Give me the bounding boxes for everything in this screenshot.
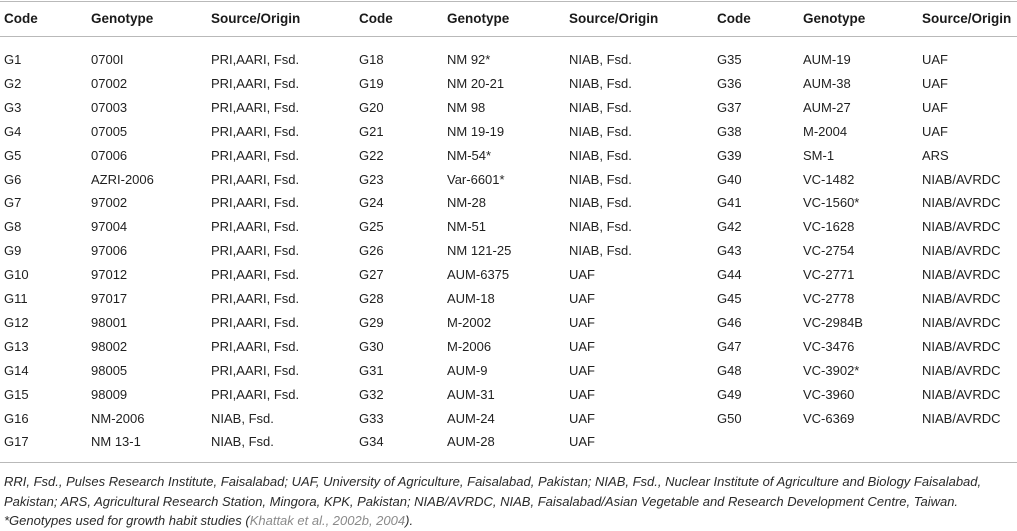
genotype-cell: 97002 [91,195,128,211]
code-cell: G24 [359,195,384,211]
genotype-cell: 98002 [91,338,128,354]
code-cell: G8 [4,219,22,235]
code-cell: G23 [359,171,384,187]
source-cell: PRI,AARI, Fsd. [211,386,300,402]
genotype-cell: VC-3476 [803,338,855,354]
genotype-cell: NM 92* [447,52,491,67]
code-cell: G49 [717,386,742,402]
source-cell: UAF [922,52,948,67]
source-cell: NIAB, Fsd. [569,75,632,91]
source-cell: UAF [922,99,948,115]
genotype-cell: NM 13-1 [91,434,141,450]
header-rule [0,36,1017,37]
source-cell: NIAB/AVRDC [922,386,1001,402]
code-cell: G14 [4,362,29,378]
source-cell: UAF [569,386,595,402]
genotype-cell: NM-2006 [91,410,145,426]
source-cell: UAF [569,410,595,426]
genotype-cell: 97004 [91,219,128,235]
genotype-cell: AUM-19 [803,52,851,67]
genotype-cell: VC-1560* [803,195,860,211]
source-cell: UAF [569,291,595,306]
source-cell: PRI,AARI, Fsd. [211,75,300,91]
header-code-3: Code [717,11,751,26]
genotype-cell: 97017 [91,291,128,306]
source-cell: UAF [569,267,595,283]
code-cell: G25 [359,219,384,235]
bottom-rule [0,462,1017,463]
source-cell: NIAB, Fsd. [569,123,632,139]
footnote-text: RRI, Fsd., Pulses Research Institute, Faisalabad; UAF, University of Agriculture, Faisalabad, Pakistan; NIAB, Fsd., Nuclear Institute of Agriculture and Biology Faisalabad, Pakistan; ARS, Agricultural Research Station, Mingora, KPK, Pakistan; NIAB/AVRDC, NIAB, Faisalabad/Asian Vegetable and Research Development Centre, Taiwan. *Genotypes used for growth habit studies ( [4,474,982,528]
genotype-cell: VC-2771 [803,267,855,283]
code-cell: G6 [4,171,22,187]
code-cell: G42 [717,219,742,235]
source-cell: PRI,AARI, Fsd. [211,99,300,115]
code-cell: G22 [359,147,384,163]
header-genotype-3: Genotype [803,11,866,26]
code-cell: G50 [717,410,742,426]
genotype-cell: AUM-9 [447,362,488,378]
code-cell: G46 [717,314,742,330]
source-cell: NIAB, Fsd. [569,99,632,115]
source-cell: PRI,AARI, Fsd. [211,267,300,283]
code-cell: G47 [717,338,742,354]
source-cell: NIAB/AVRDC [922,219,1001,235]
source-cell: PRI,AARI, Fsd. [211,52,300,67]
code-cell: G48 [717,362,742,378]
genotype-cell: 97012 [91,267,128,283]
header-code-2: Code [359,11,393,26]
code-cell: G30 [359,338,384,354]
genotype-cell: AUM-28 [447,434,495,450]
table-row [0,99,1017,123]
citation-link[interactable]: Khattak et al., 2002b, 2004 [249,513,406,528]
code-cell: G40 [717,171,742,187]
source-cell: UAF [922,123,948,139]
genotype-cell: NM-28 [447,195,487,211]
code-cell: G38 [717,123,742,139]
code-cell: G41 [717,195,742,211]
table-row [0,433,1017,457]
genotype-cell: AZRI-2006 [91,171,154,187]
genotype-cell: AUM-6375 [447,267,510,283]
genotype-cell: NM 98 [447,99,486,115]
source-cell: PRI,AARI, Fsd. [211,338,300,354]
source-cell: PRI,AARI, Fsd. [211,291,300,306]
source-cell: UAF [922,75,948,91]
table-row [0,266,1017,290]
source-cell: NIAB/AVRDC [922,195,1001,211]
source-cell: PRI,AARI, Fsd. [211,171,300,187]
source-cell: NIAB, Fsd. [569,195,632,211]
table-row [0,171,1017,195]
genotype-cell: 07005 [91,123,128,139]
header-source-2: Source/Origin [569,11,659,26]
source-cell: NIAB/AVRDC [922,362,1001,378]
genotype-cell: 98001 [91,314,128,330]
table-row [0,242,1017,266]
code-cell: G34 [359,434,384,450]
code-cell: G15 [4,386,29,402]
genotype-cell: VC-6369 [803,410,855,426]
genotype-cell: 0700I [91,52,124,67]
source-cell: PRI,AARI, Fsd. [211,195,300,211]
code-cell: G17 [4,434,29,450]
source-cell: UAF [569,314,595,330]
genotype-cell: 97006 [91,243,128,259]
code-cell: G27 [359,267,384,283]
genotype-cell: 98009 [91,386,128,402]
source-cell: NIAB/AVRDC [922,410,1001,426]
table-row [0,386,1017,410]
genotype-cell: Var-6601* [447,171,505,187]
code-cell: G35 [717,52,742,67]
header-code-1: Code [4,11,38,26]
source-cell: UAF [569,362,595,378]
genotype-cell: NM-51 [447,219,487,235]
genotype-cell: 98005 [91,362,128,378]
genotype-cell: 07003 [91,99,128,115]
table-row [0,290,1017,314]
genotype-cell: AUM-18 [447,291,495,306]
table-footnote [4,472,1016,531]
code-cell: G39 [717,147,742,163]
genotype-cell: VC-2778 [803,291,855,306]
code-cell: G7 [4,195,22,211]
table-row [0,147,1017,171]
genotype-cell: SM-1 [803,147,835,163]
code-cell: G37 [717,99,742,115]
genotype-cell: NM-54* [447,147,492,163]
code-cell: G9 [4,243,22,259]
genotype-cell: VC-3902* [803,362,860,378]
source-cell: PRI,AARI, Fsd. [211,147,300,163]
source-cell: NIAB/AVRDC [922,267,1001,283]
code-cell: G20 [359,99,384,115]
source-cell: NIAB/AVRDC [922,291,1001,306]
code-cell: G36 [717,75,742,91]
source-cell: PRI,AARI, Fsd. [211,243,300,259]
source-cell: UAF [569,434,595,450]
source-cell: PRI,AARI, Fsd. [211,123,300,139]
genotype-cell: NM 19-19 [447,123,505,139]
code-cell: G21 [359,123,384,139]
source-cell: PRI,AARI, Fsd. [211,219,300,235]
code-cell: G31 [359,362,384,378]
code-cell: G11 [4,291,28,306]
code-cell: G45 [717,291,742,306]
source-cell: NIAB, Fsd. [569,171,632,187]
genotype-cell: VC-1482 [803,171,855,187]
genotype-cell: VC-3960 [803,386,855,402]
code-cell: G5 [4,147,22,163]
source-cell: NIAB, Fsd. [211,410,274,426]
code-cell: G1 [4,52,22,67]
code-cell: G16 [4,410,29,426]
table-row [0,362,1017,386]
code-cell: G10 [4,267,29,283]
footnote-end: ). [405,513,414,528]
code-cell: G12 [4,314,29,330]
genotype-cell: 07002 [91,75,128,91]
source-cell: NIAB/AVRDC [922,171,1001,187]
genotype-cell: AUM-31 [447,386,495,402]
code-cell: G13 [4,338,29,354]
source-cell: NIAB/AVRDC [922,314,1001,330]
source-cell: NIAB, Fsd. [569,219,632,235]
code-cell: G4 [4,123,22,139]
source-cell: PRI,AARI, Fsd. [211,314,300,330]
genotype-cell: NM 20-21 [447,75,505,91]
genotype-cell: AUM-24 [447,410,495,426]
code-cell: G28 [359,291,384,306]
table-row [0,51,1017,75]
header-genotype-2: Genotype [447,11,510,26]
genotype-cell: 07006 [91,147,128,163]
table-row [0,338,1017,362]
code-cell: G43 [717,243,742,259]
genotype-cell: M-2004 [803,123,848,139]
source-cell: PRI,AARI, Fsd. [211,362,300,378]
genotype-cell: VC-2984B [803,314,863,330]
source-cell: UAF [569,338,595,354]
table-row [0,410,1017,434]
genotype-cell: NM 121-25 [447,243,512,259]
table-row [0,218,1017,242]
code-cell: G2 [4,75,22,91]
code-cell: G18 [359,52,384,67]
table-row [0,194,1017,218]
source-cell: ARS [922,147,949,163]
genotype-cell: VC-1628 [803,219,855,235]
header-source-1: Source/Origin [211,11,301,26]
code-cell: G33 [359,410,384,426]
genotype-cell: M-2002 [447,314,492,330]
source-cell: NIAB/AVRDC [922,243,1001,259]
table-row [0,123,1017,147]
code-cell: G32 [359,386,384,402]
code-cell: G3 [4,99,22,115]
source-cell: NIAB, Fsd. [569,147,632,163]
source-cell: NIAB, Fsd. [211,434,274,450]
source-cell: NIAB, Fsd. [569,243,632,259]
code-cell: G29 [359,314,384,330]
genotype-cell: AUM-27 [803,99,851,115]
top-rule [0,1,1017,2]
table-row [0,75,1017,99]
header-genotype-1: Genotype [91,11,154,26]
genotype-cell: M-2006 [447,338,492,354]
code-cell: G19 [359,75,384,91]
header-source-3: Source/Origin [922,11,1012,26]
table-row [0,314,1017,338]
code-cell: G26 [359,243,384,259]
source-cell: NIAB/AVRDC [922,338,1001,354]
code-cell: G44 [717,267,742,283]
source-cell: NIAB, Fsd. [569,52,632,67]
genotype-cell: AUM-38 [803,75,851,91]
genotype-cell: VC-2754 [803,243,855,259]
